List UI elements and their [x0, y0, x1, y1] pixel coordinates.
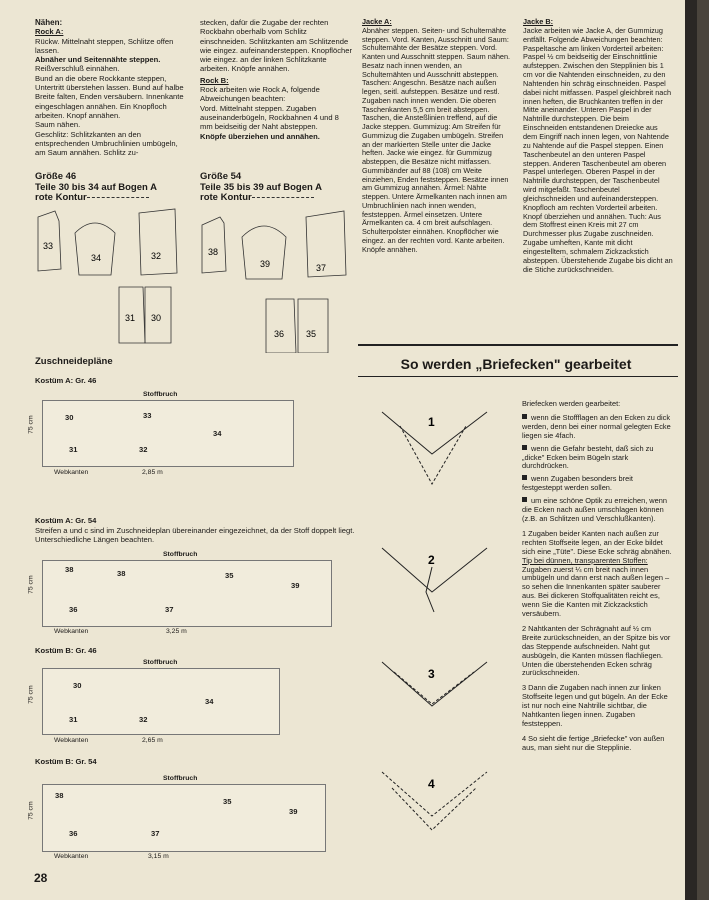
layout-a54-piece: 39 — [291, 581, 300, 590]
stoffbruch-label: Stoffbruch — [143, 391, 178, 398]
length-b54: 3,15 m — [148, 853, 169, 860]
layout-b46 — [42, 659, 280, 735]
bullet-3: wenn Zugaben besonders breit festgesteppt werden sollen. — [522, 474, 633, 493]
mid-text-4: Knöpfe überziehen und annähen. — [200, 131, 320, 141]
size-54-pattern-thumbnails — [198, 203, 358, 353]
piece-36-label: 36 — [274, 329, 285, 339]
corner-4-seam — [392, 788, 476, 830]
webkanten-b46: Webkanten — [54, 737, 89, 744]
piece-37-label: 37 — [316, 263, 327, 273]
step-1-tip-text: Zugaben zuerst ¼ cm breit nach innen umbügeln und dann erst nach außen legen – so sehen die Innenkanten später sauberer aus. Bei dickeren Stoffqualitäten reicht es, wenn Sie die Kanten mit Zickzackstich versäubern. — [522, 564, 670, 619]
left-column — [35, 18, 190, 157]
size-46-sub: Teile 30 bis 34 auf Bogen A — [35, 181, 157, 193]
piece-32-outline — [139, 209, 177, 275]
mid-column — [200, 18, 352, 141]
layout-b54-piece: 37 — [151, 829, 160, 838]
piece-35-label: 35 — [306, 329, 317, 339]
stoffbruch-label: Stoffbruch — [163, 775, 198, 782]
layout-a54-piece: 35 — [225, 571, 234, 580]
webkanten-a54: Webkanten — [54, 628, 89, 635]
layout-a46-piece: 30 — [65, 413, 74, 422]
webkanten-a46: Webkanten — [54, 469, 89, 476]
layout-a54 — [42, 551, 332, 627]
layout-a46-piece: 34 — [213, 429, 222, 438]
webkanten-b54: Webkanten — [54, 853, 89, 860]
kontur-line — [87, 197, 149, 198]
bullet-4: um eine schöne Optik zu erreichen, wenn die Ecken nach außen umschlagen können (z.B. an Schlitzen und Verschlußkanten). — [522, 496, 667, 523]
piece-36-outline — [266, 299, 296, 353]
step-1: 1 Zugaben beider Kanten nach außen zur rechten Stoffseite legen, an der Ecke bildet sich eine „Tüte". Diese Ecke schräg abnähen. — [522, 528, 672, 556]
bullet-2: wenn die Gefahr besteht, daß sich zu „dicke" Ecken beim Bügeln stark durchdrücken. — [522, 443, 654, 471]
piece-39-label: 39 — [260, 259, 271, 269]
step-num-4: 4 — [428, 777, 435, 791]
page-number: 28 — [34, 871, 48, 885]
layout-a46-piece: 31 — [69, 445, 78, 454]
layout-b54-piece: 35 — [223, 797, 232, 806]
rock-a-text-2: Abnäher und Seitennähte steppen. — [35, 55, 161, 65]
rock-a-text-5: Saum nähen. — [35, 120, 81, 130]
width-label-a46: 75 cm — [27, 415, 35, 434]
section-rule — [358, 344, 678, 346]
naehen-heading: Nähen: — [35, 18, 63, 27]
layout-a54-piece: 38 — [117, 569, 126, 578]
step-1-tip: Tip bei dünnen, transparenten Stoffen: — [522, 555, 648, 565]
width-label-a54: 75 cm — [27, 575, 35, 594]
layout-b54-piece: 39 — [289, 807, 298, 816]
bullet-mark — [522, 414, 527, 419]
piece-35-outline — [298, 299, 328, 353]
step-2: 2 Nahtkanten der Schrägnaht auf ½ cm Breite zurückschneiden, an der Spitze bis vor das Steppende aufschneiden. Naht gut ausbügeln, die Kanten müssen flachliegen. Unten die überstehenden Ecken schräg zurückschneiden. — [522, 623, 671, 678]
layout-a54-piece: 38 — [65, 565, 74, 574]
bullet-mark — [522, 497, 527, 502]
briefecken-title: So werden „Briefecken" gearbeitet — [400, 356, 632, 372]
kostuem-a-54-note: Streifen a und c sind im Zuschneideplan übereinander eingezeichnet, da der Stoff doppelt liegt. Unterschiedliche Längen beachten. — [35, 526, 355, 545]
kostuem-b-54-label: Kostüm B: Gr. 54 — [35, 757, 97, 766]
next-page-edge-dark — [697, 0, 709, 900]
bullet-1: wenn die Stoffflagen an den Ecken zu dick werden, denn bei einer normal gelegten Ecke liegen sie 4fach. — [522, 412, 671, 440]
layout-a54-piece: 36 — [69, 605, 78, 614]
rock-a-text-6: Geschlitz: Schlitzkanten an den entsprechenden Umbruchlinien umbügeln, am Saum annähen. Schlitz zu- — [35, 129, 178, 158]
briefecken-text — [522, 400, 672, 753]
size-46-sub2: rote Kontur — [35, 192, 87, 204]
rock-a-text-4: Bund an die obere Rockkante steppen, Untertritt überstehen lassen. Bund auf halbe Breite falten, Enden versäubern. Innenkante eingeschlagen annähen. Ein Knopfloch arbeiten. Knopf annähen. — [35, 73, 184, 120]
jacke-b-title: Jacke B: — [523, 17, 554, 26]
size-54-sub2: rote Kontur — [200, 192, 252, 204]
stoffbruch-label: Stoffbruch — [163, 551, 198, 558]
briefecken-illustrations — [362, 392, 512, 862]
size-54-sub: Teile 35 bis 39 auf Bogen A — [200, 181, 322, 193]
piece-30-label: 30 — [151, 313, 162, 323]
layout-b54-piece: 36 — [69, 829, 78, 838]
piece-31-label: 31 — [125, 313, 136, 323]
mid-text-2: Rock arbeiten wie Rock A, folgende Abweichungen beachten: — [200, 85, 320, 104]
rock-a-title: Rock A: — [35, 27, 64, 37]
width-label-b46: 75 cm — [27, 685, 35, 704]
kostuem-b-46-label: Kostüm B: Gr. 46 — [35, 646, 97, 655]
layout-b46-piece: 31 — [69, 715, 78, 724]
size-46-header — [35, 172, 195, 204]
jacke-a-title: Jacke A: — [362, 17, 392, 26]
piece-38-outline — [202, 217, 226, 273]
size-46-pattern-thumbnails — [35, 203, 195, 353]
step-4: 4 So sieht die fertige „Briefecke" von außen aus, man sieht nur die Stepplinie. — [522, 733, 665, 752]
piece-34-outline — [75, 223, 115, 275]
piece-38-label: 38 — [208, 247, 219, 257]
zuschneide-title: Zuschneidepläne — [35, 356, 113, 367]
piece-34-label: 34 — [91, 253, 102, 263]
jacke-b-column — [523, 18, 673, 274]
kostuem-a-46-label: Kostüm A: Gr. 46 — [35, 376, 97, 385]
layout-a54-piece: 37 — [165, 605, 174, 614]
jacke-b-text: Jacke arbeiten wie Jacke A, der Gummizug entfällt. Folgende Abweichungen beachten: Paspeltasche am linken Vorderteil arbeiten: Paspel ½ cm beidseitig der Einschnittlinie aufsteppen. Zwischen den Stepplinien bis 1 cm vor die Nahtenden einschneiden, zu den Nahtenden hin schräg einschneiden. Paspel dabei nicht mitfassen. Paspel gleichbreit nach innen heften, die Bruchkanten treffen in der Mitte aneinander. Unteren Paspel in der Nahtrille durchsteppen. Die beim Einschneiden entstandenen Dreiecke aus dem Eingriff nach innen legen, von Nahtende zu Nahtende auf die Paspel steppen. Einen Taschenbeutel an den unteren Paspel steppen. Anderen Taschenbeutel am oberen Paspel unterlegen. Oberen Paspel in der Nahtrille durchsteppen, der Taschenbeutel wird mitgefaßt. Taschenbeutel gleichschneiden und aufeinandersteppen. Knopfloch am rechten Vorderteil arbeiten. Knopf überziehen und annähen. Tuch: Aus dem Stoffrest einen Kreis mit 27 cm Durchmesser plus Zugabe zuschneiden. Zugabe umheften, Kante mit dicht eingestelltem, schmalem Zickzackstich absteppen. Überstehende Zugabe bis dicht an die Stiche zurückschneiden. — [523, 25, 673, 274]
jacke-a-text: Abnäher steppen. Seiten- und Schulternähte steppen. Vord. Kanten, Ausschnitt und Saum: Schulternähte der Besätze steppen. Vord. Kanten und Ausschnitt steppen. Saum nähen. Besatz nach innen wenden, an Schulternähten und Ausschnitt absteppen. Taschen: Angeschn. Besätze nach außen legen, seitl. aufsteppen. Besätze und restl. Zugaben nach innen wenden. Die oberen Taschenkanten 5,5 cm breit absteppen. Taschen, die Ansteßlinien treffend, auf die Jacke steppen. Gummizug: Am Streifen für Gummizug die Zugaben umbügeln. Streifen an der markierten Stelle unter die Jacke heften. Jacke wie eingez. für Gummizug absteppen, die Besätze nicht mitfassen. Gummibänder auf 88 (108) cm Weite einziehen, Enden feststeppen. Besätze innen am Gummizug annähen. Ärmel: Nähte steppen. Untere Ärmelkanten nach innen am Umbruchlinien nach innen wenden, feststeppen. Ärmel einsetzen. Untere Ärmelkanten ca. 4 cm breit aufschlagen. Schulterpolster einnähen. Knopflöcher wie eingez. an der rechten vord. Kante arbeiten. Knöpfe annähen. — [362, 25, 511, 254]
step-num-2: 2 — [428, 553, 435, 567]
bullet-mark — [522, 445, 527, 450]
layout-b54-piece: 38 — [55, 791, 64, 800]
length-a54: 3,25 m — [166, 628, 187, 635]
piece-33-label: 33 — [43, 241, 54, 251]
mid-text-3: Vord. Mittelnaht steppen. Zugaben auseinanderbügeln, Rockbahnen 4 und 8 mm beidseitig der Naht absteppen. — [200, 103, 339, 132]
rock-a-text-1: Rückw. Mittelnaht steppen, Schlitze offen lassen. — [35, 36, 174, 55]
layout-b46-piece: 32 — [139, 715, 148, 724]
width-label-b54: 75 cm — [27, 801, 35, 820]
bullet-mark — [522, 475, 527, 480]
corner-1-seam — [400, 426, 466, 484]
piece-32-label: 32 — [151, 251, 162, 261]
briefecken-intro: Briefecken werden gearbeitet: — [522, 399, 621, 408]
stoffbruch-label: Stoffbruch — [143, 659, 178, 666]
step-num-1: 1 — [428, 415, 435, 429]
layout-b46-piece: 34 — [205, 697, 214, 706]
mid-text-1: stecken, dafür die Zugabe der rechten Rockbahn oberhalb vom Schlitz einschneiden. Schlitzkanten am Schlitzende wie eingez. aufeinandersteppen. Knopflöcher wie eingez. an der linken Schlitzkante arbeiten. Knöpfe annähen. — [200, 18, 352, 74]
kostuem-a-54-label: Kostüm A: Gr. 54 — [35, 516, 97, 525]
kontur-line-54 — [252, 197, 314, 198]
length-b46: 2,65 m — [142, 737, 163, 744]
layout-a46-piece: 33 — [143, 411, 152, 420]
title-rule — [358, 376, 678, 377]
corner-2-fold — [426, 567, 434, 612]
rock-b-title: Rock B: — [200, 75, 229, 85]
jacke-a-column — [362, 18, 512, 254]
length-a46: 2,85 m — [142, 469, 163, 476]
rock-a-text-3: Reißverschluß einnähen. — [35, 64, 120, 74]
size-46-title: Größe 46 — [35, 171, 77, 182]
step-3: 3 Dann die Zugaben nach innen zur linken Stoffseite legen und gut bügeln. An der Ecke ist nur noch eine Nahtrille sichtbar, die Nahtkanten liegen innen. Zugaben feststeppen. — [522, 683, 668, 728]
piece-39-outline — [242, 226, 286, 279]
layout-b54 — [42, 775, 326, 852]
step-num-3: 3 — [428, 667, 435, 681]
layout-b46-piece: 30 — [73, 681, 82, 690]
size-54-title: Größe 54 — [200, 171, 242, 182]
size-54-header — [200, 172, 360, 204]
layout-a46-piece: 32 — [139, 445, 148, 454]
layout-a46 — [42, 391, 294, 467]
